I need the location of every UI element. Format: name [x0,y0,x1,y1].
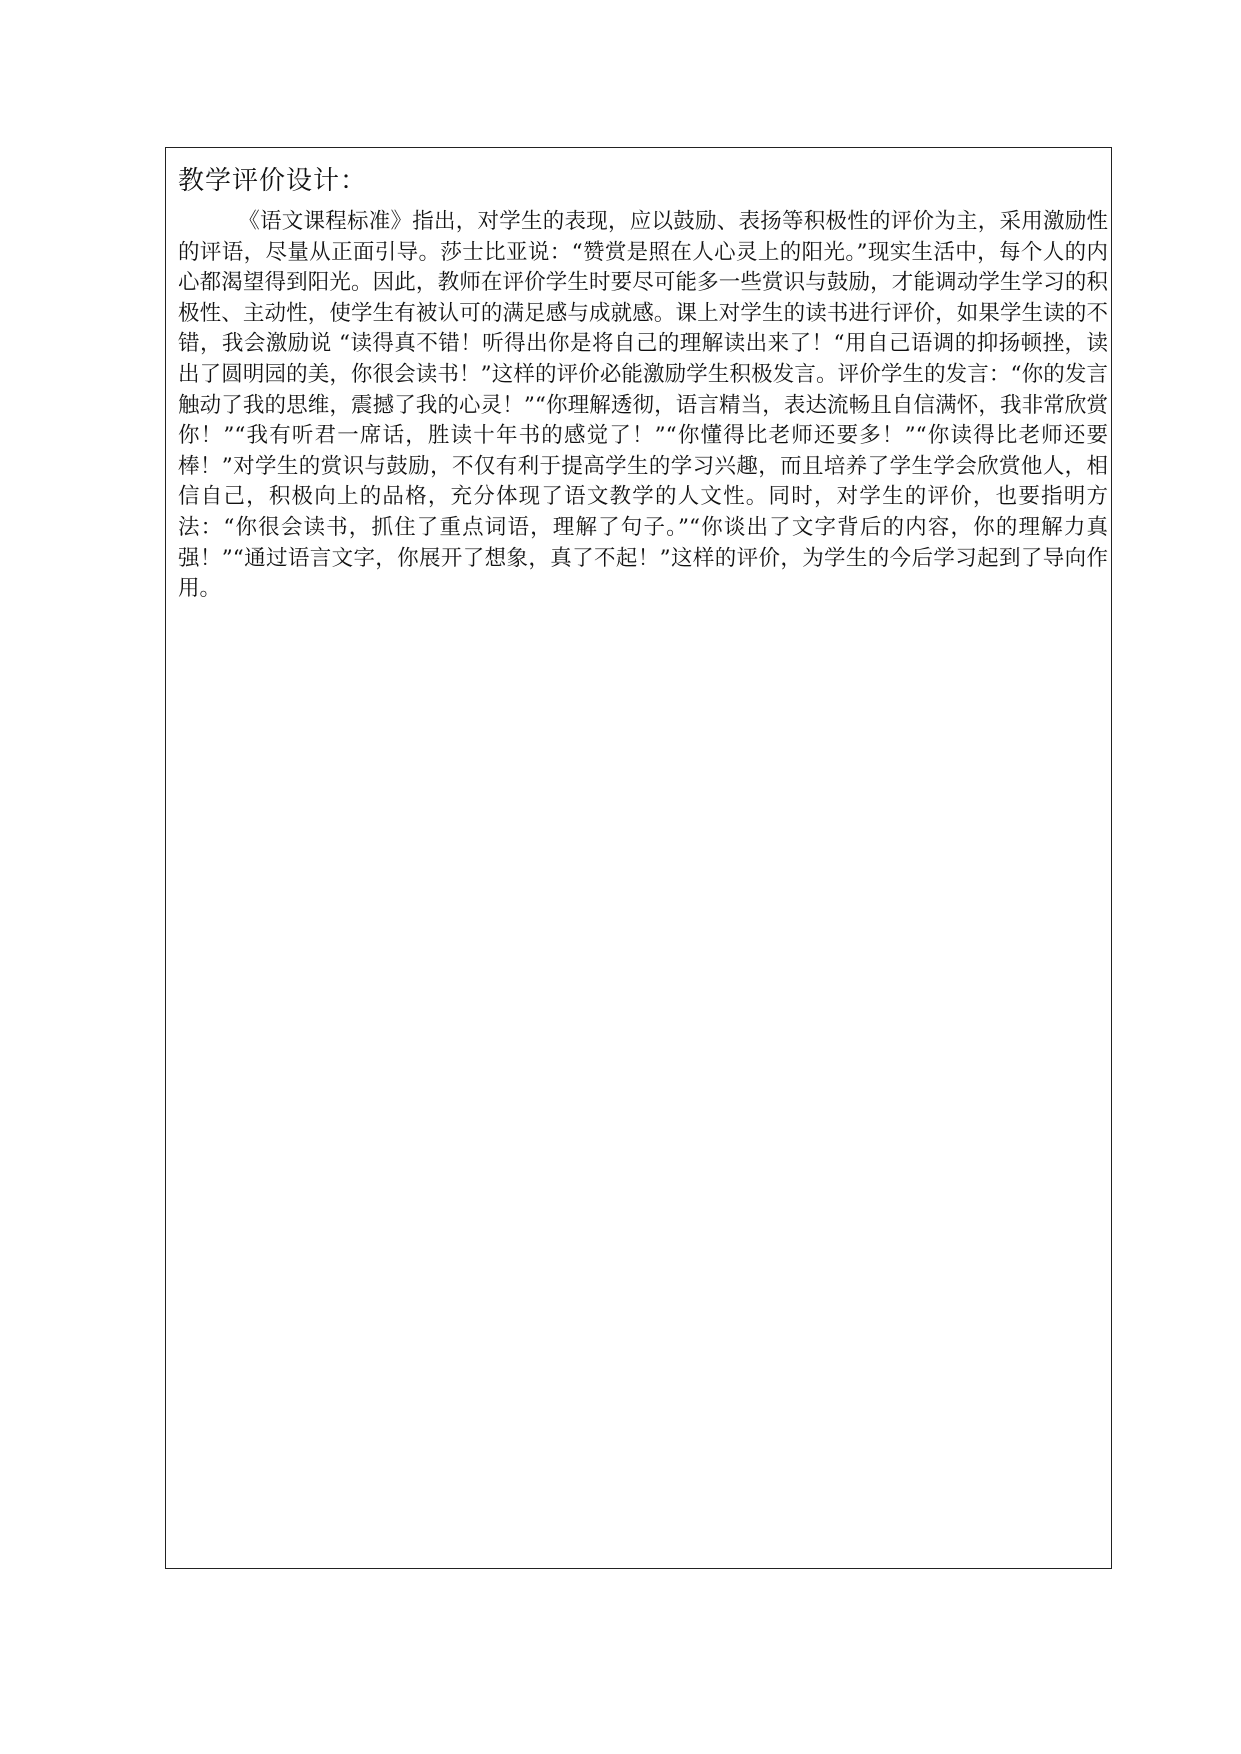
evaluation-design-box [165,147,1112,1569]
section-title: 教学评价设计： [178,166,368,196]
evaluation-paragraph: 《语文课程标准》指出，对学生的表现，应以鼓励、表扬等积极性的评价为主，采用激励性的评语，尽量从正面引导。莎士比亚说：“赞赏是照在人心灵上的阳光。”现实生活中，每个人的内心都渴望得到阳光。因此，教师在评价学生时要尽可能多一些赏识与鼓励，才能调动学生学习的积极性、主动性，使学生有被认可的满足感与成就感。课上对学生的读书进行评价，如果学生读的不错，我会激励说 “读得真不错！听得出你是将自己的理解读出来了！“用自己语调的抑扬顿挫，读出了圆明园的美，你很会读书！”这样的评价必能激励学生积极发言。评价学生的发言：“你的发言触动了我的思维，震撼了我的心灵！”“你理解透彻，语言精当，表达流畅且自信满怀，我非常欣赏你！”“我有听君一席话，胜读十年书的感觉了！”“你懂得比老师还要多！”“你读得比老师还要棒！”对学生的赏识与鼓励，不仅有利于提高学生的学习兴趣，而且培养了学生学会欣赏他人，相信自己，积极向上的品格，充分体现了语文教学的人文性。同时，对学生的评价，也要指明方法：“你很会读书，抓住了重点词语，理解了句子。”“你谈出了文字背后的内容，你的理解力真强！”“通过语言文字，你展开了想象，真了不起！”这样的评价，为学生的今后学习起到了导向作用。 [178,209,1108,602]
